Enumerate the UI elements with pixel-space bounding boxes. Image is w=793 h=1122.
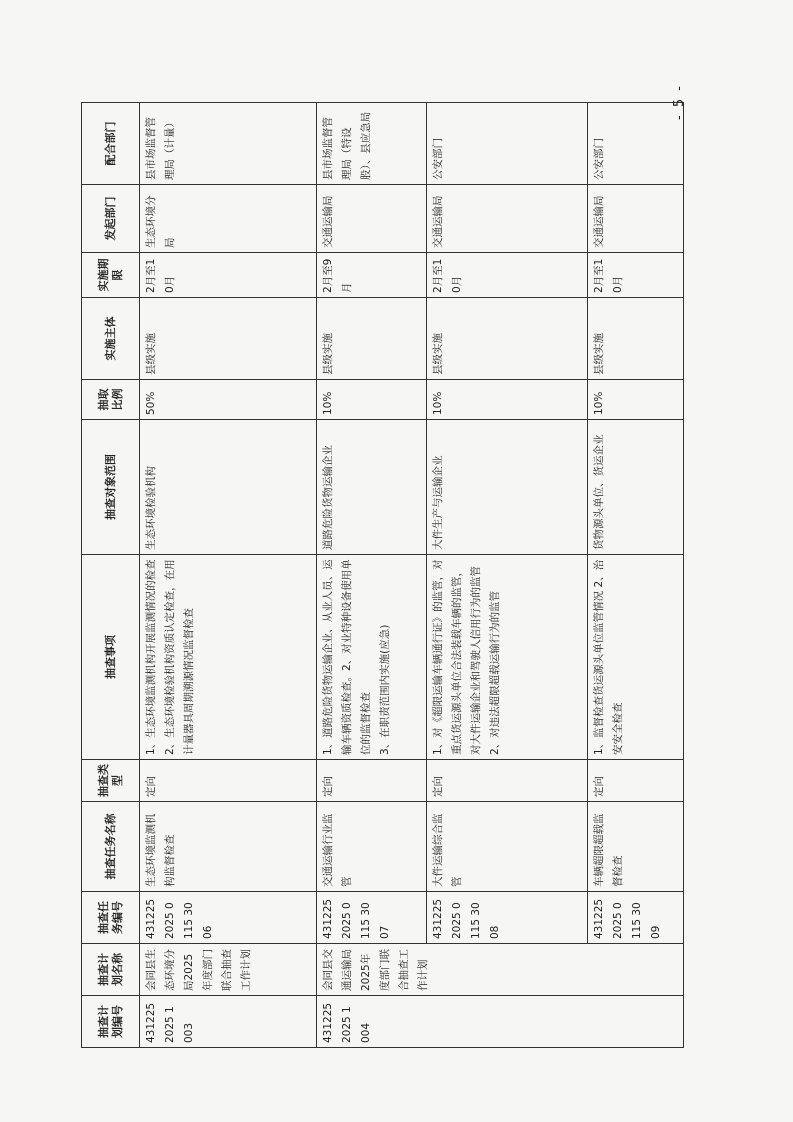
spot-check-table: [81, 102, 684, 1048]
cell-task-name: 大件运输综合监管: [427, 802, 588, 892]
cell-initiator: 生态环境分局: [140, 185, 317, 253]
cell-initiator: 交通运输局: [588, 185, 684, 253]
cell-task-no: 431225 2025 0115 3006: [140, 892, 317, 944]
header-scope: 抽查对象范围: [82, 420, 140, 555]
cell-subject: 县级实施: [427, 298, 588, 380]
cell-items: 1、对《超限运输车辆通行证》的监管，对重点货运源头单位合法装载车辆的监管，对大件运输企业和驾驶人信用行为的监管 2、对违法超限超载运输行为的监管: [427, 555, 588, 760]
cell-plan-name: 会同县生态环境分局2025年度部门联合抽查工作计划: [140, 944, 317, 996]
cell-coop: 公安部门: [588, 103, 684, 185]
header-plan-name: 抽查计划名称: [82, 944, 140, 996]
cell-scope: 货物源头单位、货运企业: [588, 420, 684, 555]
header-coop: 配合部门: [82, 103, 140, 185]
table-row: [140, 103, 317, 1048]
cell-period: 2月至10月: [140, 253, 317, 298]
cell-subject: 县级实施: [317, 298, 427, 380]
header-items: 抽查事项: [82, 555, 140, 760]
cell-scope: 道路危险货物运输企业: [317, 420, 427, 555]
table-row: [427, 103, 588, 1048]
header-period: 实施期限: [82, 253, 140, 298]
cell-initiator: 交通运输局: [317, 185, 427, 253]
header-task-name: 抽查任务名称: [82, 802, 140, 892]
rotated-table-frame: [81, 103, 684, 1048]
header-type: 抽查类型: [82, 760, 140, 802]
cell-plan-no: 431225 2025 1004: [317, 996, 684, 1048]
cell-subject: 县级实施: [140, 298, 317, 380]
cell-period: 2月至10月: [588, 253, 684, 298]
cell-items: 1、监督检查货运源头单位监管情况 2、治安安全检查: [588, 555, 684, 760]
table-row: [588, 103, 684, 1048]
header-initiator: 发起部门: [82, 185, 140, 253]
cell-coop: 公安部门: [427, 103, 588, 185]
cell-task-name: 车辆超限超载监督检查: [588, 802, 684, 892]
cell-items: 1、生态环境监测机构开展监测情况的检查 2、生态环境检验机构资质认定检查，在用计量器具周期溯源情况监督检查: [140, 555, 317, 760]
cell-type: 定向: [140, 760, 317, 802]
table-row: [317, 103, 427, 1048]
cell-type: 定向: [427, 760, 588, 802]
cell-items: 1、道路危险货物运输企业、从业人员、运输车辆资质检查。2、对业特种设备使用单位的监督检查 3、在职责范围内实施(应急): [317, 555, 427, 760]
header-subject: 实施主体: [82, 298, 140, 380]
cell-scope: 生态环境检验机构: [140, 420, 317, 555]
page-number: - 5 -: [672, 84, 687, 120]
cell-ratio: 50%: [140, 380, 317, 420]
cell-task-name: 交通运输行业监管: [317, 802, 427, 892]
header-ratio: 抽取比例: [82, 380, 140, 420]
header-plan-no: 抽查计划编号: [82, 996, 140, 1048]
cell-task-no: 431225 2025 0115 3009: [588, 892, 684, 944]
cell-scope: 大件生产与运输企业: [427, 420, 588, 555]
cell-plan-no: 431225 2025 1003: [140, 996, 317, 1048]
cell-type: 定向: [317, 760, 427, 802]
cell-ratio: 10%: [317, 380, 427, 420]
cell-period: 2月至9月: [317, 253, 427, 298]
cell-initiator: 交通运输局: [427, 185, 588, 253]
cell-plan-name: 会同县交通运输局2025年度部门联合抽查工作计划: [317, 944, 684, 996]
cell-subject: 县级实施: [588, 298, 684, 380]
cell-type: 定向: [588, 760, 684, 802]
cell-period: 2月至10月: [427, 253, 588, 298]
cell-task-no: 431225 2025 0115 3007: [317, 892, 427, 944]
cell-task-no: 431225 2025 0115 3008: [427, 892, 588, 944]
header-task-no: 抽查任务编号: [82, 892, 140, 944]
cell-ratio: 10%: [588, 380, 684, 420]
cell-coop: 县市场监督管理局（计量）: [140, 103, 317, 185]
header-row: [82, 103, 140, 1048]
cell-coop: 县市场监督管理局（特设股）、县应急局: [317, 103, 427, 185]
cell-task-name: 生态环境监测机构监督检查: [140, 802, 317, 892]
cell-ratio: 10%: [427, 380, 588, 420]
